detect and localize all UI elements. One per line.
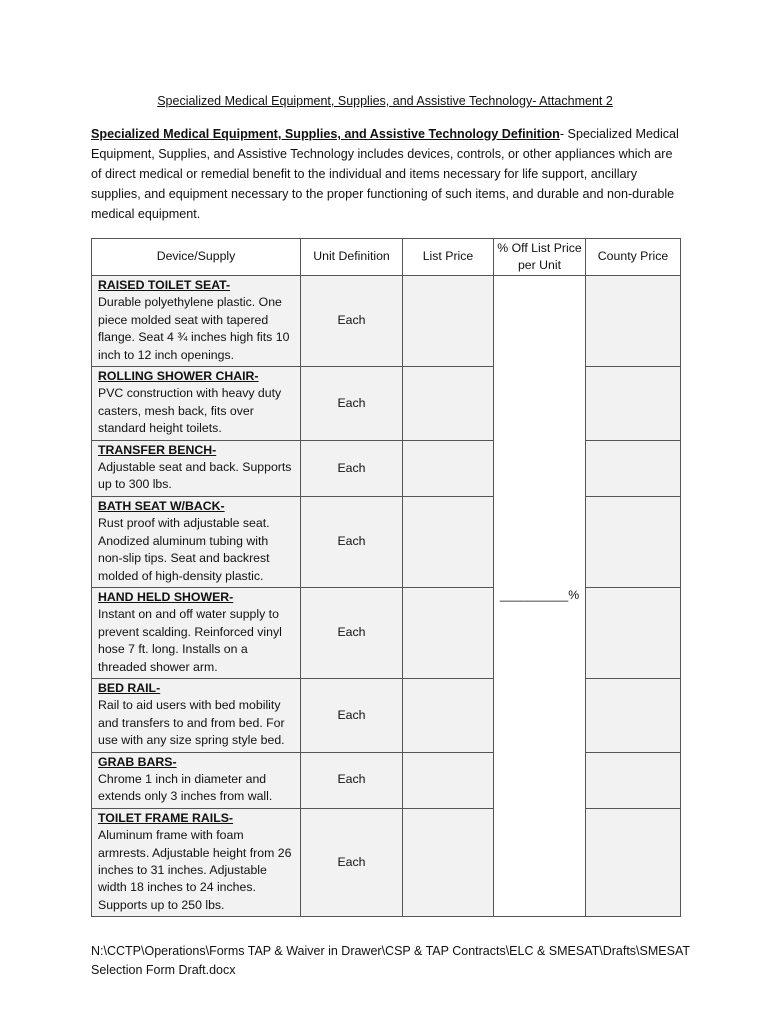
equipment-table xyxy=(91,238,681,917)
device-cell xyxy=(92,587,301,678)
list-price-cell[interactable] xyxy=(403,752,494,808)
device-name: GRAB BARS- xyxy=(98,754,177,769)
list-price-cell[interactable] xyxy=(403,496,494,587)
unit-definition-cell: Each xyxy=(301,752,403,808)
list-price-cell[interactable] xyxy=(403,367,494,441)
device-name: BED RAIL- xyxy=(98,680,161,695)
unit-definition-cell: Each xyxy=(301,587,403,678)
percent-off-cell[interactable]: __________% xyxy=(494,276,586,917)
header-percent-off: % Off List Price per Unit xyxy=(494,239,586,276)
list-price-cell[interactable] xyxy=(403,276,494,367)
table-row xyxy=(92,367,681,441)
device-description: PVC construction with heavy duty casters, mesh back, fits over standard height toilets. xyxy=(98,386,282,436)
county-price-cell[interactable] xyxy=(586,440,681,496)
table-header-row xyxy=(92,239,681,276)
definition-paragraph xyxy=(91,124,683,224)
unit-definition-cell: Each xyxy=(301,808,403,916)
table-row xyxy=(92,752,681,808)
device-name: HAND HELD SHOWER- xyxy=(98,589,234,604)
device-description: Instant on and off water supply to prevent scalding. Reinforced vinyl hose 7 ft. long. Installs on a threaded shower arm. xyxy=(98,607,282,674)
county-price-cell[interactable] xyxy=(586,276,681,367)
table-row xyxy=(92,276,681,367)
device-name: TOILET FRAME RAILS- xyxy=(98,810,234,825)
unit-definition-cell: Each xyxy=(301,276,403,367)
device-name: RAISED TOILET SEAT- xyxy=(98,278,231,292)
device-cell xyxy=(92,496,301,587)
county-price-cell[interactable] xyxy=(586,496,681,587)
device-cell xyxy=(92,440,301,496)
device-cell xyxy=(92,276,301,367)
device-name: ROLLING SHOWER CHAIR- xyxy=(98,369,259,384)
device-description: Rust proof with adjustable seat. Anodized aluminum tubing with non-slip tips. Seat and backrest molded of high-density plastic. xyxy=(98,516,270,583)
header-device-supply: Device/Supply xyxy=(92,239,301,276)
device-description: Rail to aid users with bed mobility and transfers to and from bed. For use with any size spring style bed. xyxy=(98,698,285,748)
device-cell xyxy=(92,678,301,752)
device-name: BATH SEAT W/BACK- xyxy=(98,498,225,513)
header-unit-definition: Unit Definition xyxy=(301,239,403,276)
device-cell xyxy=(92,752,301,808)
table-row xyxy=(92,587,681,678)
list-price-cell[interactable] xyxy=(403,808,494,916)
list-price-cell[interactable] xyxy=(403,678,494,752)
definition-text: - Specialized Medical Equipment, Supplies, and Assistive Technology includes devices, controls, or other appliances which are of direct medical or remedial benefit to the individual and items necessary for life support, ancillary supplies, and equipment necessary to the proper functioning of such items, and durable and non-durable medical equipment. xyxy=(91,127,679,221)
device-cell xyxy=(92,808,301,916)
unit-definition-cell: Each xyxy=(301,440,403,496)
header-county-price: County Price xyxy=(586,239,681,276)
device-cell xyxy=(92,367,301,441)
device-description: Chrome 1 inch in diameter and extends only 3 inches from wall. xyxy=(98,771,273,804)
county-price-cell[interactable] xyxy=(586,752,681,808)
county-price-cell[interactable] xyxy=(586,808,681,916)
device-description: Aluminum frame with foam armrests. Adjustable height from 26 inches to 31 inches. Adjustable width 18 inches to 24 inches. Supports up to 250 lbs. xyxy=(98,828,292,912)
list-price-cell[interactable] xyxy=(403,587,494,678)
unit-definition-cell: Each xyxy=(301,367,403,441)
table-row xyxy=(92,440,681,496)
device-name: TRANSFER BENCH- xyxy=(98,442,217,457)
table-row xyxy=(92,808,681,916)
table-row xyxy=(92,496,681,587)
file-path-footer: N:\CCTP\Operations\Forms TAP & Waiver in Drawer\CSP & TAP Contracts\ELC & SMESAT\Drafts\SMESAT Selection Form Draft.docx xyxy=(91,944,690,977)
unit-definition-cell: Each xyxy=(301,496,403,587)
device-description: Adjustable seat and back. Supports up to 300 lbs. xyxy=(98,460,292,492)
header-list-price: List Price xyxy=(403,239,494,276)
county-price-cell[interactable] xyxy=(586,587,681,678)
list-price-cell[interactable] xyxy=(403,440,494,496)
device-description: Durable polyethylene plastic. One piece molded seat with tapered flange. Seat 4 ¾ inches high fits 10 inch to 12 inch openings. xyxy=(98,295,290,362)
unit-definition-cell: Each xyxy=(301,678,403,752)
definition-term: Specialized Medical Equipment, Supplies, and Assistive Technology Definition xyxy=(91,127,560,141)
county-price-cell[interactable] xyxy=(586,678,681,752)
document-title: Specialized Medical Equipment, Supplies, and Assistive Technology- Attachment 2 xyxy=(157,94,613,108)
table-row xyxy=(92,678,681,752)
county-price-cell[interactable] xyxy=(586,367,681,441)
